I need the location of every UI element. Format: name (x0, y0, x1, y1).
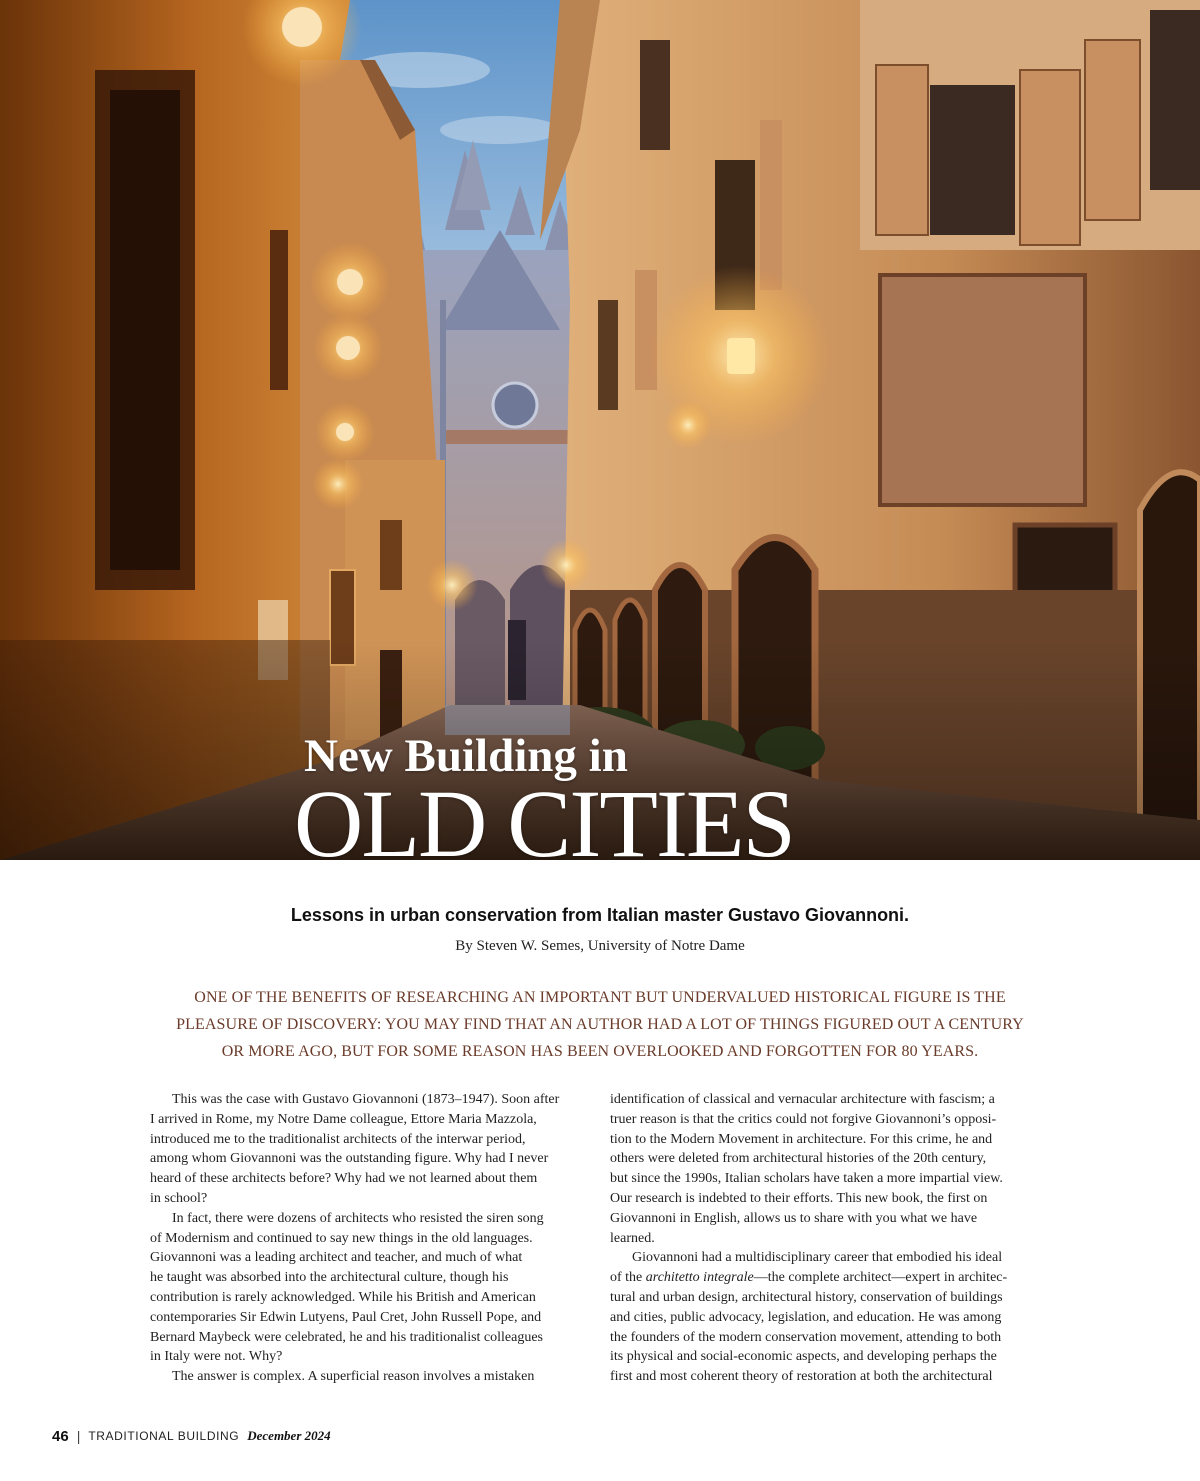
body-column-right (610, 1090, 1040, 1387)
article-title-line-1: New Building in (304, 730, 628, 782)
body-line: Bernard Maybeck were celebrated, he and his traditionalist colleagues (150, 1329, 544, 1345)
article-deck: Lessons in urban conservation from Italian master Gustavo Giovannoni. (290, 905, 910, 925)
body-line: learned. (610, 1230, 655, 1246)
issue-date: December 2024 (247, 1428, 331, 1443)
body-line: tural and urban design, architectural history, conservation of buildings (610, 1289, 1003, 1305)
magazine-name: TRADITIONAL BUILDING (88, 1429, 240, 1443)
body-line: Giovannoni had a multidisciplinary career that embodied his ideal (632, 1250, 1003, 1266)
body-line: contemporaries Sir Edwin Lutyens, Paul Cret, John Russell Pope, and (150, 1309, 542, 1325)
body-line: tion to the Modern Movement in architecture. For this crime, he and (610, 1131, 993, 1147)
body-line: among whom Giovannoni was the outstanding figure. Why had I never (150, 1151, 549, 1167)
body-column-left (150, 1090, 580, 1387)
body-text: of the (610, 1270, 646, 1286)
body-line: In fact, there were dozens of architects who resisted the siren song (172, 1210, 544, 1226)
footer-separator: | (76, 1428, 81, 1444)
page-number: 46 (52, 1427, 69, 1445)
intro-line: PLEASURE OF DISCOVERY: YOU MAY FIND THAT AN AUTHOR HAD A LOT OF THINGS FIGURED OUT A CENTURY (176, 1016, 1024, 1033)
body-text: —the complete architect—expert in architec- (753, 1270, 1008, 1286)
body-line: first and most coherent theory of restoration at both the architectural (610, 1369, 993, 1385)
body-line: the founders of the modern conservation movement, attending to both (610, 1329, 1002, 1345)
body-line: Giovannoni in English, allows us to share with you what we have (610, 1210, 978, 1226)
body-line: contribution is rarely acknowledged. While his British and American (150, 1289, 536, 1305)
article-title-line-2: OLD CITIES (294, 770, 794, 860)
body-line: identification of classical and vernacular architecture with fascism; a (610, 1092, 995, 1107)
intro-line: ONE OF THE BENEFITS OF RESEARCHING AN IMPORTANT BUT UNDERVALUED HISTORICAL FIGURE IS THE (194, 989, 1006, 1006)
body-line: This was the case with Gustavo Giovannoni (1873–1947). Soon after (172, 1092, 560, 1107)
body-line: others were deleted from architectural histories of the 20th century, (610, 1151, 987, 1167)
body-line: but since the 1990s, Italian scholars have taken a more impartial view. (610, 1171, 1003, 1187)
intro-line: OR MORE AGO, BUT FOR SOME REASON HAS BEEN OVERLOOKED AND FORGOTTEN FOR 80 YEARS. (221, 1043, 979, 1060)
body-line: he taught was absorbed into the architectural culture, though his (150, 1270, 509, 1286)
body-line (610, 1268, 1040, 1288)
article-byline: By Steven W. Semes, University of Notre Dame (455, 938, 745, 954)
body-line: introduced me to the traditionalist architects of the interwar period, (150, 1131, 526, 1147)
body-line: Giovannoni was a leading architect and teacher, and much of what (150, 1250, 523, 1266)
body-line: The answer is complex. A superficial reason involves a mistaken (172, 1369, 535, 1385)
page-footer (52, 1426, 331, 1446)
body-line: of Modernism and continued to say new things in the old languages. (150, 1230, 533, 1246)
article-intro (120, 984, 1080, 1065)
body-line: and cities, public advocacy, legislation, and education. He was among (610, 1309, 1002, 1325)
body-line: in Italy were not. Why? (150, 1349, 283, 1365)
body-line: truer reason is that the critics could not forgive Giovannoni’s opposi- (610, 1111, 997, 1127)
body-line: I arrived in Rome, my Notre Dame colleague, Ettore Maria Mazzola, (150, 1111, 537, 1127)
body-line: its physical and social-economic aspects, and developing perhaps the (610, 1349, 997, 1365)
body-line: heard of these architects before? Why had we not learned about them (150, 1171, 538, 1187)
body-line: Our research is indebted to their efforts. This new book, the first on (610, 1190, 988, 1206)
italic-term: architetto integrale (645, 1270, 754, 1286)
body-line: in school? (150, 1190, 208, 1206)
